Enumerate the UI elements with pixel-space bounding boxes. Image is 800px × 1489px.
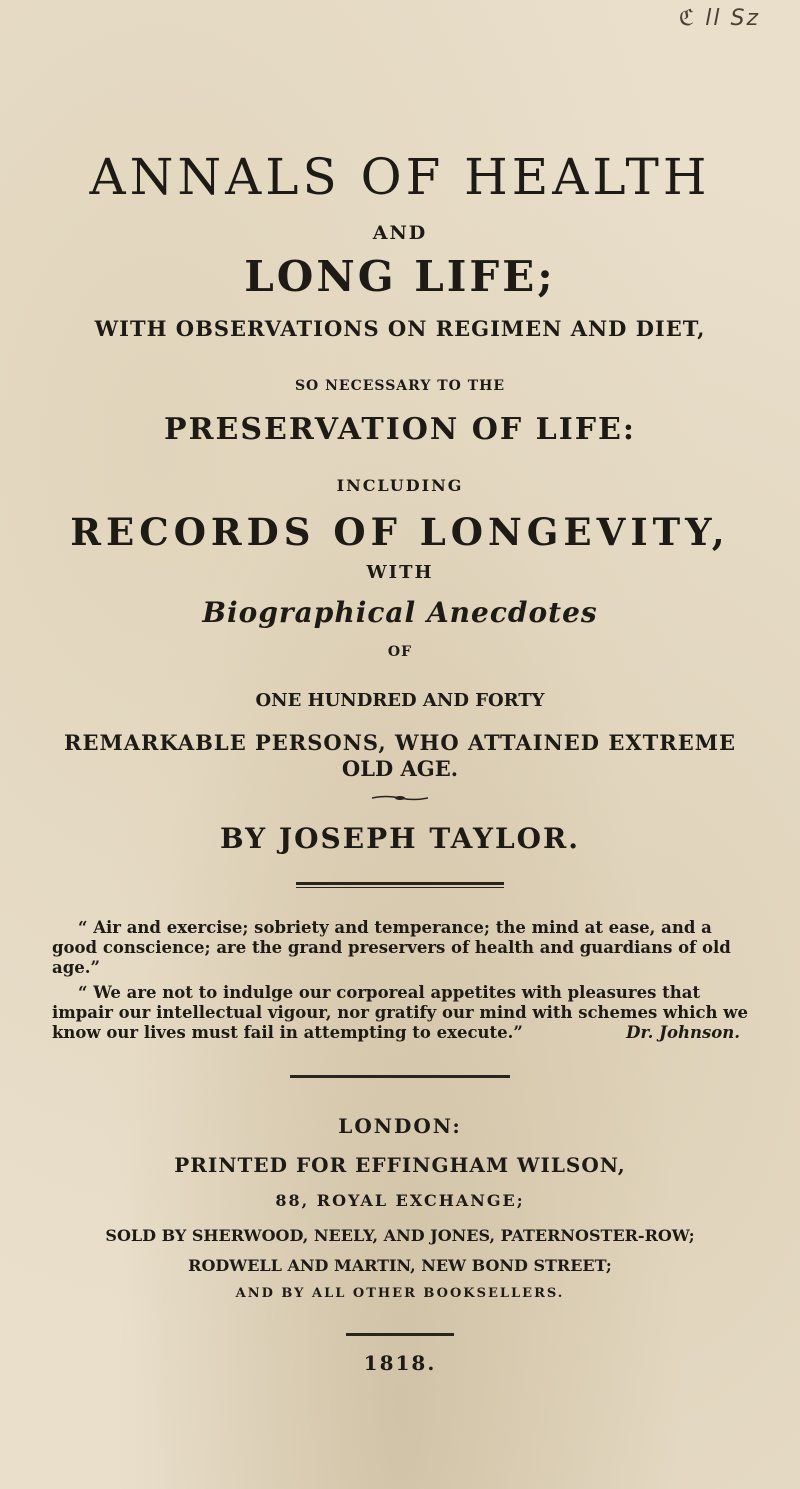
imprint-address: 88, ROYAL EXCHANGE; (275, 1191, 525, 1210)
ornament-divider (372, 795, 428, 801)
title-line-remarkable: REMARKABLE PERSONS, WHO ATTAINED EXTREME (64, 730, 736, 755)
title-line-old-age: OLD AGE. (341, 756, 459, 781)
imprint-booksellers: AND BY ALL OTHER BOOKSELLERS. (235, 1286, 565, 1301)
title-line-preservation: PRESERVATION OF LIFE: (164, 412, 636, 447)
title-line-observations: WITH OBSERVATIONS ON REGIMEN AND DIET, (94, 316, 706, 341)
double-rule-top (296, 882, 504, 885)
title-line-of: OF (387, 644, 413, 660)
title-line-including: INCLUDING (336, 476, 464, 495)
title-line-long-life: LONG LIFE; (244, 252, 556, 301)
imprint-city: LONDON: (338, 1114, 462, 1138)
imprint-printer: PRINTED FOR EFFINGHAM WILSON, (174, 1153, 626, 1177)
title-line-and: AND (372, 222, 428, 244)
epigraph-quote-2: “ We are not to indulge our corporeal appetites with pleasures that impair our intellectual vigour, nor gratify our mind with schemes which we know our lives must fail in attempting to execute.” (52, 983, 748, 1042)
title-line-annals: ANNALS OF HEALTH (89, 148, 711, 206)
epigraph-attribution: Dr. Johnson. (626, 1023, 740, 1042)
handwritten-shelf-mark: ℭ ll Sz (678, 6, 760, 31)
imprint-year: 1818. (363, 1351, 437, 1375)
rule-middle (290, 1075, 510, 1078)
imprint-sold-by: SOLD BY SHERWOOD, NEELY, AND JONES, PATERNOSTER-ROW; (105, 1226, 695, 1245)
rule-bottom (346, 1333, 454, 1336)
title-line-so-necessary: SO NECESSARY TO THE (294, 378, 506, 394)
title-line-one-hundred: ONE HUNDRED AND FORTY (255, 690, 545, 711)
author-line: BY JOSEPH TAYLOR. (219, 822, 581, 855)
double-rule-top-thin (296, 887, 504, 888)
title-line-biographical: Biographical Anecdotes (202, 596, 598, 629)
title-line-records: RECORDS OF LONGEVITY, (70, 510, 730, 554)
title-line-with: WITH (366, 562, 434, 583)
imprint-sold-by-2: RODWELL AND MARTIN, NEW BOND STREET; (188, 1256, 612, 1275)
epigraph-quote-1: “ Air and exercise; sobriety and temperance; the mind at ease, and a good conscience; are the grand preservers of health and guardians of old age.” (52, 918, 731, 977)
